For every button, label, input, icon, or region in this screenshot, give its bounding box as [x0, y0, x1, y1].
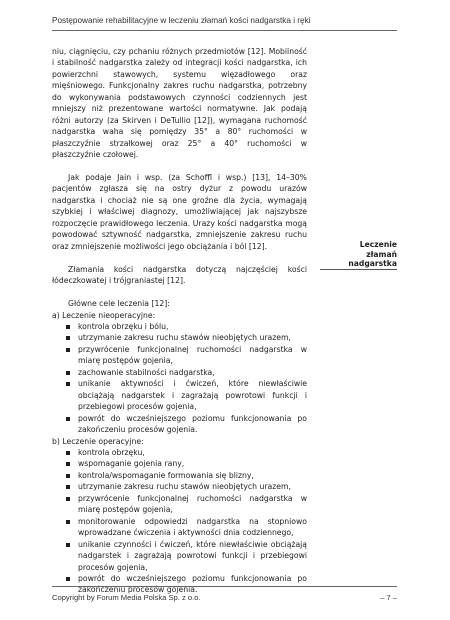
margin-note: [320, 240, 397, 269]
square-bullet-icon: [66, 371, 70, 375]
list-item: powrót do wcześniejszego poziomu funkcjonowania po zakończeniu procesów gojenia.: [64, 573, 307, 596]
square-bullet-icon: [66, 451, 70, 455]
square-bullet-icon: [66, 520, 70, 524]
footer-divider: [52, 586, 397, 587]
running-header: Postępowanie rehabilitacyjne w leczeniu złamań kości nadgarstka i ręki: [52, 16, 311, 25]
square-bullet-icon: [66, 325, 70, 329]
square-bullet-icon: [66, 382, 70, 386]
page-number: – 7 –: [380, 593, 397, 602]
list-item: unikanie czynności i ćwiczeń, które niewłaściwie obciążają nadgarstek i zagrażają powrotowi funkcji i przebiegowi procesów gojenia,: [64, 539, 307, 573]
list-item: przywrócenie funkcjonalnej ruchomości nadgarstka w miarę postępów gojenia,: [64, 493, 307, 516]
square-bullet-icon: [66, 417, 70, 421]
square-bullet-icon: [66, 348, 70, 352]
list-item: monitorowanie odpowiedzi nadgarstka na stopniowo wprowadzane ćwiczenia i aktywności dnia codziennego,: [64, 516, 307, 539]
paragraph-treatment-goals: Główne cele leczenia [12]:: [68, 299, 170, 309]
list-item: powrót do wcześniejszego poziomu funkcjonowania po zakończeniu procesów gojenia.: [64, 413, 307, 436]
square-bullet-icon: [66, 336, 70, 340]
list-item: wspomaganie gojenia rany,: [64, 458, 307, 469]
square-bullet-icon: [66, 485, 70, 489]
list-item: kontrola/wspomaganie formowania się blizny,: [64, 470, 307, 481]
square-bullet-icon: [66, 462, 70, 466]
list-item: unikanie aktywności i ćwiczeń, które niewłaściwie obciążają nadgarstek i zagrażają powrotowi funkcji i przebiegowi procesów gojenia,: [64, 378, 307, 412]
list-heading-nonoperative: a) Leczenie nieoperacyjne:: [52, 310, 156, 320]
header-divider: [52, 30, 397, 31]
margin-note-divider: [320, 269, 397, 270]
footer-copyright: Copyright by Forum Media Polska Sp. z o.o.: [52, 593, 201, 602]
list-operative: [52, 447, 307, 596]
square-bullet-icon: [66, 543, 70, 547]
square-bullet-icon: [66, 577, 70, 581]
paragraph-wrist-mobility: niu, ciągnięciu, czy pchaniu różnych przedmiotów [12]. Mobilność i stabilność nadgarstka zależy od integracji kości nadgarstka, ich powierzchni stawowych, systemu więzadłowego oraz mięśniowego. Funkcjonalny zakres ruchu nadgarstka, potrzebny do wykonywania podstawowych czynności codziennych jest mniejszy niż prezentowane wartości normatywne. Jak podają różni autorzy (za Skirven i DeTullio [12]), wymagana ruchomość nadgarstka waha się pomiędzy 35° a 80° ruchomości w płaszczyźnie strzałkowej oraz 25° a 40° ruchomości w płaszczyźnie czołowej.: [52, 47, 307, 160]
list-item: utrzymanie zakresu ruchu stawów nieobjętych urazem,: [64, 332, 307, 343]
margin-note-line: nadgarstka: [348, 259, 397, 268]
margin-note-line: złamań: [366, 249, 397, 259]
paragraph-fracture-sites: Złamania kości nadgarstka dotyczą najczęściej kości łódeczkowatej i trójgraniastej [12].: [52, 264, 307, 286]
square-bullet-icon: [66, 474, 70, 478]
square-bullet-icon: [66, 497, 70, 501]
list-heading-operative: b) Leczenie operacyjne:: [52, 436, 144, 446]
list-item: utrzymanie zakresu ruchu stawów nieobjętych urazem,: [64, 481, 307, 492]
main-text-column: [52, 46, 307, 596]
list-item: zachowanie stabilności nadgarstka,: [64, 367, 307, 378]
list-nonoperative: [52, 321, 307, 436]
margin-note-line: Leczenie: [359, 240, 397, 249]
list-item: kontrola obrzęku i bólu,: [64, 321, 307, 332]
list-item: kontrola obrzęku,: [64, 447, 307, 458]
paragraph-wrist-injuries: Jak podaje Jain i wsp. (za Schoffl i wsp.) [13], 14–30% pacjentów zgłasza się na ostry dyżur z powodu urazów nadgarstka i chociaż nie są one groźne dla życia, wymagają szybkiej i właściwej diagnozy, umożliwiającej jak najszybsze rozpoczęcie prawidłowego leczenia. Urazy kości nadgarstka mogą powodować sztywność nadgarstka, zmniejszenie zakresu ruchu oraz zmniejszenie możliwości jego obciążania i ból [12].: [52, 173, 307, 251]
list-item: przywrócenie funkcjonalnej ruchomości nadgarstka w miarę postępów gojenia,: [64, 344, 307, 367]
